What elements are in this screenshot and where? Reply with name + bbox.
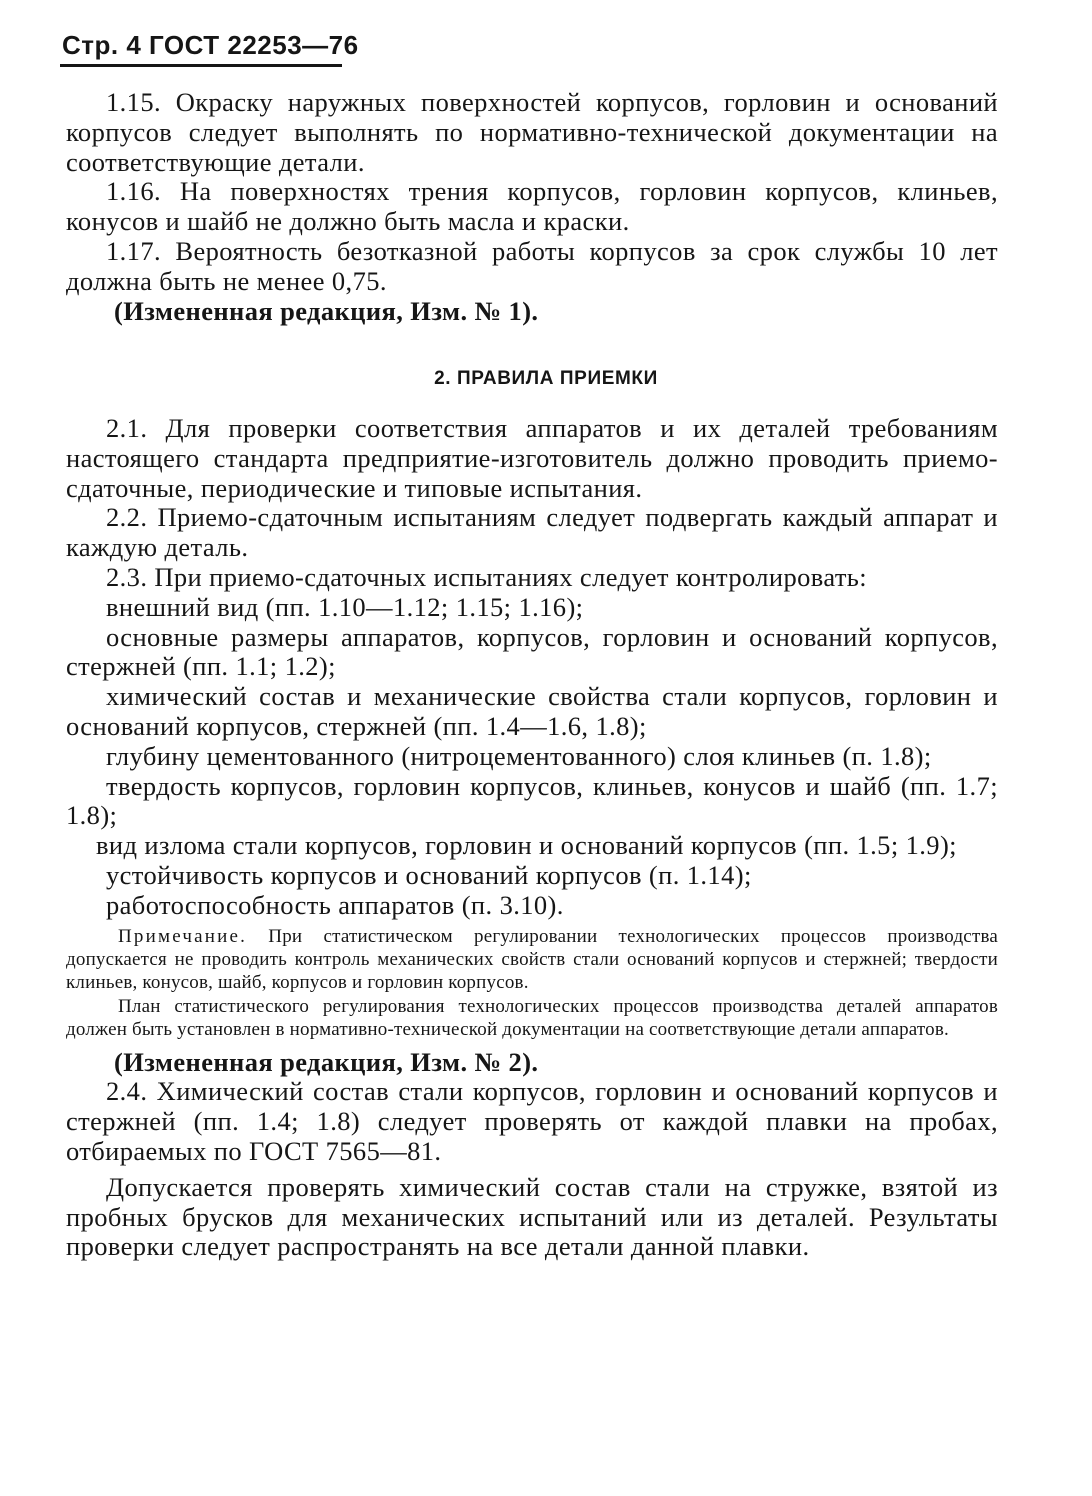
control-item: твердость корпусов, горловин корпусов, клиньев, конусов и шайб (пп. 1.7; 1.8);	[66, 770, 998, 831]
page-header: Стр. 4 ГОСТ 22253—76	[62, 30, 359, 60]
amendment-note-1: (Измененная редакция, Изм. № 1).	[114, 295, 539, 326]
note-text-1: При статистическом регулировании технологических процессов производства допускается не проводить контроль механических свойств стали оснований корпусов и стержней; твердости клиньев, конусов, шайб, корпусов и горловин корпусов.	[66, 925, 998, 994]
control-item: работоспособность аппаратов (п. 3.10).	[106, 889, 564, 920]
section-2-body	[66, 414, 998, 1262]
paragraph-2-3: 2.3. При приемо-сдаточных испытаниях следует контролировать:	[106, 561, 868, 592]
control-item: вид излома стали корпусов, горловин и оснований корпусов (пп. 1.5; 1.9);	[96, 830, 957, 861]
section-title: 2. ПРАВИЛА ПРИЕМКИ	[434, 368, 658, 389]
control-item: основные размеры аппаратов, корпусов, горловин и оснований корпусов, стержней (пп. 1.1; 1.2);	[66, 621, 998, 682]
paragraph-1-17: 1.17. Вероятность безотказной работы корпусов за срок службы 10 лет должна быть не менее 0,75.	[66, 235, 998, 296]
control-item: внешний вид (пп. 1.10—1.12; 1.15; 1.16);	[106, 591, 584, 622]
control-item: глубину цементованного (нитроцементованного) слоя клиньев (п. 1.8);	[106, 740, 932, 771]
paragraph-2-4-extra: Допускается проверять химический состав стали на стружке, взятой из пробных брусков для механических испытаний или из деталей. Результаты проверки следует распространять на все детали данной плавки.	[66, 1171, 998, 1262]
control-item: устойчивость корпусов и оснований корпусов (п. 1.14);	[106, 859, 752, 890]
note-paragraph-2: План статистического регулирования технологических процессов производства деталей аппаратов должен быть установлен в нормативно-технической документации на соответствующие детали аппаратов.	[66, 995, 998, 1041]
note-block	[66, 925, 998, 1042]
paragraph-2-2: 2.2. Приемо-сдаточным испытаниям следует подвергать каждый аппарат и каждую деталь.	[66, 502, 998, 563]
note-paragraph-1	[66, 925, 998, 995]
control-item: химический состав и механические свойства стали корпусов, горловин и оснований корпусов, стержней (пп. 1.4—1.6, 1.8);	[66, 681, 998, 741]
section-1-continuation	[66, 88, 998, 326]
paragraph-2-1: 2.1. Для проверки соответствия аппаратов и их деталей требованиям настоящего стандарта предприятие-изготовитель должно проводить приемо-сдаточные, периодические и типовые испытания.	[66, 413, 998, 503]
paragraph-1-15: 1.15. Окраску наружных поверхностей корпусов, горловин и оснований корпусов следует выполнять по нормативно-технической документации на соответствующие детали.	[66, 87, 998, 177]
paragraph-1-16: 1.16. На поверхностях трения корпусов, горловин корпусов, клиньев, конусов и шайб не должно быть масла и краски.	[66, 176, 998, 237]
paragraph-2-4: 2.4. Химический состав стали корпусов, горловин и оснований корпусов и стержней (пп. 1.4; 1.8) следует проверять от каждой плавки на пробах, отбираемых по ГОСТ 7565—81.	[66, 1076, 998, 1166]
header-rule	[60, 64, 342, 67]
note-label: Примечание.	[118, 925, 248, 947]
amendment-note-2: (Измененная редакция, Изм. № 2).	[114, 1046, 539, 1077]
